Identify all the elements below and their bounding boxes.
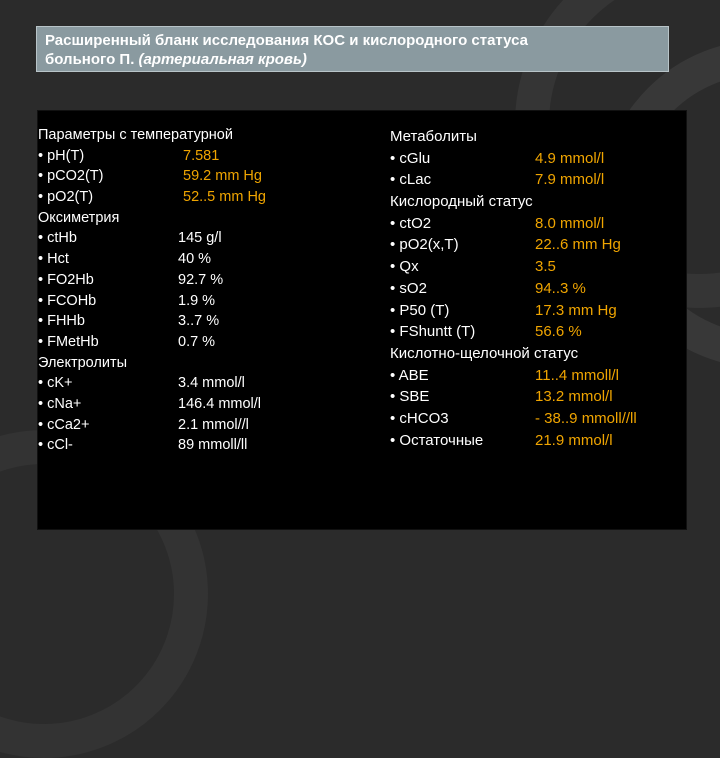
left-parameter-row	[38, 187, 266, 208]
right-parameter-row	[390, 256, 578, 278]
parameter-label: • Qx	[390, 258, 419, 276]
left-parameter-row	[38, 270, 233, 291]
right-parameter-row	[390, 169, 605, 191]
slide-title-line1: Расширенный бланк исследования КОС и кислородного статуса	[45, 32, 528, 49]
parameter-value: 22..6 mm Hg	[535, 236, 621, 254]
parameter-label: • SBE	[390, 388, 430, 406]
parameter-value: 52..5 mm Hg	[183, 189, 266, 206]
parameter-label: • Hct	[38, 251, 69, 268]
left-parameter-row	[38, 394, 262, 415]
parameter-label: • P50 (T)	[390, 301, 450, 319]
parameter-value: 1.9 %	[178, 292, 216, 309]
left-parameter-row	[38, 166, 262, 187]
parameter-label: Параметры с температурной	[38, 127, 233, 143]
parameter-value: 3.4 mmol/l	[178, 375, 245, 392]
right-parameter-row	[390, 278, 586, 300]
right-parameter-row	[390, 365, 619, 387]
parameter-label: • FMetHb	[38, 333, 99, 350]
parameter-label: • cNa+	[38, 395, 82, 412]
parameter-value: - 38..9 mmoll//ll	[535, 409, 637, 427]
parameter-label: • cHCO3	[390, 409, 449, 427]
right-parameter-row	[390, 386, 613, 408]
parameter-value: 94..3 %	[535, 279, 586, 297]
parameter-label: Кислородный статус	[390, 193, 533, 211]
slide-title-prefix: больного П.	[45, 51, 139, 68]
right-parameter-row	[390, 191, 578, 213]
left-parameter-row	[38, 228, 233, 249]
right-parameter-row	[390, 343, 578, 365]
right-parameter-row	[390, 430, 613, 452]
parameter-value: 56.6 %	[535, 323, 582, 341]
parameter-value: 4.9 mmol/l	[535, 149, 605, 167]
parameter-label: • ABE	[390, 366, 429, 384]
parameter-label: • cCa2+	[38, 416, 90, 433]
left-parameter-column	[38, 125, 266, 456]
left-parameter-row	[38, 373, 245, 394]
parameter-value: 146.4 mmol/l	[178, 395, 262, 412]
parameter-value: 8.0 mmol/l	[535, 214, 605, 232]
parameter-label: • pH(T)	[38, 147, 85, 164]
right-parameter-column	[390, 126, 637, 451]
parameter-label: • pO2(x,T)	[390, 236, 459, 254]
parameter-label: • FShuntt (T)	[390, 323, 476, 341]
parameter-label: • FHHb	[38, 313, 85, 330]
parameter-label: • cGlu	[390, 149, 431, 167]
parameter-label: • cCl-	[38, 437, 73, 454]
left-parameter-row	[38, 125, 233, 146]
right-parameter-row	[390, 300, 617, 322]
left-parameter-row	[38, 435, 248, 456]
parameter-label: • cK+	[38, 375, 73, 392]
parameter-value: 40 %	[178, 251, 212, 268]
results-panel	[37, 110, 687, 530]
parameter-value: 7.581	[183, 147, 220, 164]
slide-title-line2	[45, 50, 660, 69]
left-parameter-row	[38, 415, 249, 436]
parameter-label: • cLac	[390, 171, 432, 189]
parameter-label: • ctHb	[38, 230, 77, 247]
left-parameter-row	[38, 332, 233, 353]
right-parameter-row	[390, 213, 605, 235]
parameter-value: 0.7 %	[178, 333, 216, 350]
parameter-label: Метаболиты	[390, 128, 477, 145]
slide-title-box	[36, 26, 669, 72]
right-parameter-row	[390, 148, 605, 170]
parameter-value: 3.5	[535, 258, 556, 276]
parameter-value: 2.1 mmol//l	[178, 416, 249, 433]
parameter-label: Оксиметрия	[38, 209, 120, 226]
parameter-value: 59.2 mm Hg	[183, 168, 262, 185]
right-parameter-row	[390, 321, 582, 343]
left-parameter-row	[38, 291, 233, 312]
parameter-label: • ctO2	[390, 214, 432, 232]
right-parameter-row	[390, 408, 637, 430]
parameter-label: • pO2(T)	[38, 189, 94, 206]
slide-title-italic: (артериальная кровь)	[138, 51, 307, 68]
left-parameter-row	[38, 353, 233, 374]
parameter-value: 11..4 mmoll/l	[535, 366, 619, 384]
right-parameter-row	[390, 234, 621, 256]
parameter-label: • FCOHb	[38, 292, 97, 309]
parameter-value: 7.9 mmol/l	[535, 171, 605, 189]
right-parameter-row	[390, 126, 578, 148]
parameter-value: 92.7 %	[178, 271, 224, 288]
parameter-value: 145 g/l	[178, 230, 222, 247]
left-parameter-row	[38, 146, 233, 167]
left-parameter-row	[38, 249, 233, 270]
parameter-value: 89 mmoll/ll	[178, 437, 248, 454]
left-parameter-row	[38, 208, 233, 229]
parameter-label: • FO2Hb	[38, 271, 94, 288]
parameter-label: • Остаточные	[390, 431, 484, 449]
left-parameter-row	[38, 311, 233, 332]
parameter-value: 17.3 mm Hg	[535, 301, 617, 319]
parameter-value: 13.2 mmol/l	[535, 388, 613, 406]
parameter-label: Кислотно-щелочной статус	[390, 344, 579, 362]
parameter-label: • sO2	[390, 279, 427, 297]
parameter-value: 3..7 %	[178, 313, 220, 330]
parameter-label: • pCO2(T)	[38, 168, 104, 185]
parameter-value: 21.9 mmol/l	[535, 431, 613, 449]
parameter-label: Электролиты	[38, 354, 128, 371]
